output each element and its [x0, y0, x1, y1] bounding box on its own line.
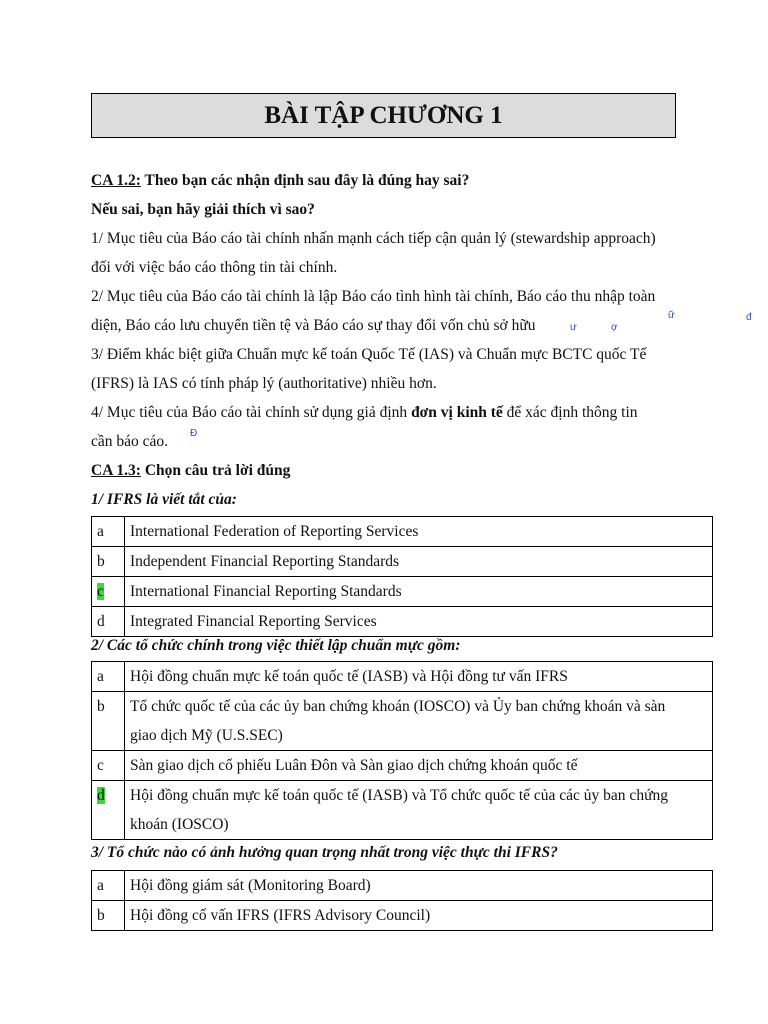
page-title: BÀI TẬP CHƯƠNG 1 [91, 93, 676, 138]
ca12-line: diện, Báo cáo lưu chuyển tiền tệ và Báo cáo sự thay đổi vốn chủ sở hữu [91, 317, 536, 334]
option-key [92, 577, 125, 607]
option-text-line: Tổ chức quốc tế của các ủy ban chứng khoán (IOSCO) và Ủy ban chứng khoán và sàn [130, 698, 666, 715]
ca13-heading-text: Chọn câu trả lời đúng [140, 462, 291, 479]
option-key: a [92, 871, 125, 901]
option-row[interactable] [92, 692, 713, 751]
option-row[interactable] [92, 751, 713, 781]
option-text-line: khoán (IOSCO) [130, 816, 229, 833]
annotation-mark: ợ [611, 322, 618, 333]
ca12-line7-bold: đơn vị kinh tế [411, 404, 503, 421]
option-key: c [92, 751, 125, 781]
option-key: b [92, 901, 125, 931]
q2-options-table [91, 661, 713, 840]
option-row[interactable] [92, 901, 713, 931]
ca12-heading [91, 166, 681, 195]
q2-question: 2/ Các tổ chức chính trong việc thiết lập chuẩn mực gồm: [91, 637, 461, 654]
correct-answer-highlight: c [97, 583, 104, 600]
ca13-label: CA 1.3: [91, 462, 141, 479]
option-key: b [92, 547, 125, 577]
option-key: b [92, 692, 125, 751]
ca12-section [91, 166, 681, 514]
option-row[interactable] [92, 662, 713, 692]
option-text: Integrated Financial Reporting Services [125, 607, 713, 637]
option-text: Independent Financial Reporting Standards [125, 547, 713, 577]
option-text: Sàn giao dịch cổ phiếu Luân Đôn và Sàn giao dịch chứng khoán quốc tế [125, 751, 713, 781]
correct-answer-highlight: d [97, 787, 105, 804]
annotation-mark: ữ [668, 310, 675, 321]
option-row[interactable] [92, 577, 713, 607]
option-text: International Federation of Reporting Services [125, 517, 713, 547]
ca12-line7-pre: 4/ Mục tiêu của Báo cáo tài chính sử dụng giả định [91, 404, 412, 421]
annotation-mark: đ [746, 312, 752, 323]
ca12-line: (IFRS) là IAS có tính pháp lý (authoritative) nhiều hơn. [91, 375, 437, 392]
option-text: Hội đồng chuẩn mực kế toán quốc tế (IASB) và Hội đồng tư vấn IFRS [125, 662, 713, 692]
q1-options-table [91, 516, 713, 637]
option-key: d [92, 607, 125, 637]
option-row[interactable] [92, 517, 713, 547]
option-key [92, 781, 125, 840]
ca12-line7-post: để xác định thông tin [502, 404, 638, 421]
annotation-mark: ư [570, 322, 577, 333]
ca12-label: CA 1.2: [91, 172, 141, 189]
ca12-line: 3/ Điểm khác biệt giữa Chuẩn mực kế toán Quốc Tế (IAS) và Chuẩn mực BCTC quốc Tế [91, 346, 647, 363]
ca12-line: cần báo cáo. [91, 433, 169, 450]
ca12-heading-text: Theo bạn các nhận định sau đây là đúng hay sai? [140, 172, 470, 189]
annotation-mark: Đ [190, 428, 198, 439]
option-text [125, 692, 713, 751]
ca12-line [91, 398, 681, 427]
q3-question: 3/ Tổ chức nào có ảnh hưởng quan trọng nhất trong việc thực thi IFRS? [91, 844, 558, 861]
option-key: a [92, 517, 125, 547]
ca12-line: 2/ Mục tiêu của Báo cáo tài chính là lập Báo cáo tình hình tài chính, Báo cáo thu nhập toàn [91, 288, 656, 305]
option-text [125, 781, 713, 840]
option-text-line: Hội đồng chuẩn mực kế toán quốc tế (IASB) và Tổ chức quốc tế của các ủy ban chứng [130, 787, 668, 804]
option-text: International Financial Reporting Standards [125, 577, 713, 607]
option-row[interactable] [92, 781, 713, 840]
option-row[interactable] [92, 547, 713, 577]
ca12-line: 1/ Mục tiêu của Báo cáo tài chính nhấn mạnh cách tiếp cận quản lý (stewardship approach) [91, 230, 656, 247]
ca13-heading [91, 456, 681, 485]
ca12-line: đối với việc báo cáo thông tin tài chính. [91, 259, 338, 276]
q3-options-table [91, 870, 713, 931]
option-row[interactable] [92, 871, 713, 901]
ca12-subheading: Nếu sai, bạn hãy giải thích vì sao? [91, 201, 315, 218]
option-key: a [92, 662, 125, 692]
option-text: Hội đồng giám sát (Monitoring Board) [125, 871, 713, 901]
q1-question: 1/ IFRS là viết tắt của: [91, 491, 237, 508]
option-text: Hội đồng cố vấn IFRS (IFRS Advisory Council) [125, 901, 713, 931]
option-text-line: giao dịch Mỹ (U.S.SEC) [130, 727, 283, 744]
